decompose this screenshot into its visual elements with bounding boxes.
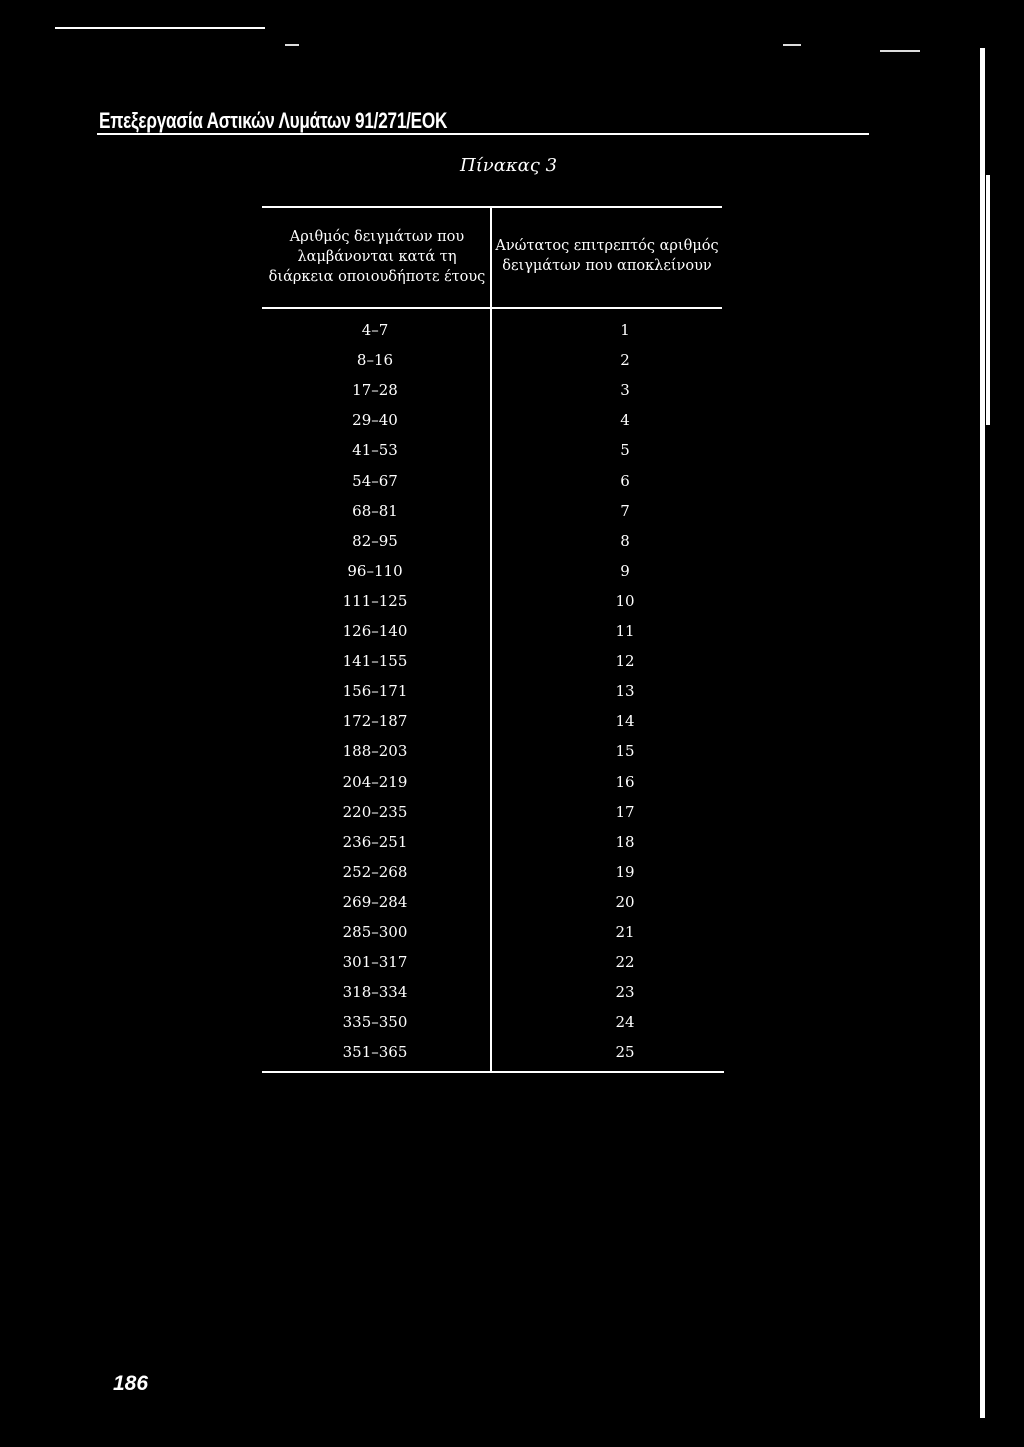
table-cell-samples-range: 269–284 bbox=[342, 893, 408, 911]
table-cell-max-failing: 8 bbox=[620, 532, 630, 550]
table-cell-max-failing: 23 bbox=[615, 983, 635, 1001]
table-cell-max-failing: 10 bbox=[615, 592, 635, 610]
scan-noise bbox=[285, 44, 299, 46]
table-cell-samples-range: 301–317 bbox=[342, 953, 408, 971]
table-cell-max-failing: 19 bbox=[615, 863, 635, 881]
table-cell-max-failing: 21 bbox=[615, 923, 635, 941]
table-cell-samples-range: 29–40 bbox=[352, 411, 398, 429]
table-cell-samples-range: 126–140 bbox=[342, 622, 408, 640]
table-cell-samples-range: 188–203 bbox=[342, 742, 408, 760]
table-cell-max-failing: 6 bbox=[620, 472, 630, 490]
column-header-max-failures: Ανώτατος επιτρεπτός αριθμός δειγμάτων που αποκλείνουν bbox=[495, 238, 719, 274]
table-cell-samples-range: 68–81 bbox=[352, 502, 398, 520]
table-cell-samples-range: 220–235 bbox=[342, 803, 408, 821]
table-cell-max-failing: 17 bbox=[615, 803, 635, 821]
table-cell-max-failing: 20 bbox=[615, 893, 635, 911]
table-cell-max-failing: 24 bbox=[615, 1013, 635, 1031]
table-cell-max-failing: 18 bbox=[615, 833, 635, 851]
table-column-divider bbox=[490, 208, 492, 307]
header-divider bbox=[97, 133, 869, 135]
column-header-samples: Αριθμός δειγμάτων που λαμβάνονται κατά τη διάρκεια οποιουδήποτε έτους bbox=[268, 229, 486, 285]
table-bottom-rule bbox=[262, 1071, 724, 1073]
table-cell-max-failing: 12 bbox=[615, 652, 635, 670]
table-cell-samples-range: 111–125 bbox=[342, 592, 408, 610]
table-cell-max-failing: 5 bbox=[620, 441, 630, 459]
table-column-divider bbox=[490, 309, 492, 1071]
table-cell-samples-range: 335–350 bbox=[342, 1013, 408, 1031]
page-header-title: Επεξεργασία Αστικών Λυμάτων 91/271/ΕΟΚ bbox=[99, 108, 448, 133]
table-cell-max-failing: 13 bbox=[615, 682, 635, 700]
table-cell-max-failing: 1 bbox=[620, 321, 630, 339]
table-cell-max-failing: 11 bbox=[615, 622, 635, 640]
table-cell-samples-range: 4–7 bbox=[361, 321, 389, 339]
table-cell-max-failing: 7 bbox=[620, 502, 630, 520]
table-cell-max-failing: 16 bbox=[615, 773, 635, 791]
scan-noise bbox=[880, 50, 920, 52]
table-cell-samples-range: 204–219 bbox=[342, 773, 408, 791]
table-cell-max-failing: 4 bbox=[620, 411, 630, 429]
table-cell-samples-range: 82–95 bbox=[352, 532, 398, 550]
table-cell-samples-range: 17–28 bbox=[352, 381, 398, 399]
table-cell-max-failing: 9 bbox=[620, 562, 630, 580]
table-cell-max-failing: 25 bbox=[615, 1043, 635, 1061]
table-cell-samples-range: 156–171 bbox=[342, 682, 408, 700]
scan-top-line bbox=[55, 27, 265, 29]
table-header-rule bbox=[262, 307, 722, 309]
table-cell-samples-range: 318–334 bbox=[342, 983, 408, 1001]
table-cell-samples-range: 172–187 bbox=[342, 712, 408, 730]
table-cell-samples-range: 236–251 bbox=[342, 833, 408, 851]
scan-edge-bar bbox=[986, 175, 990, 425]
table-cell-samples-range: 96–110 bbox=[347, 562, 403, 580]
table-cell-max-failing: 14 bbox=[615, 712, 635, 730]
table-cell-samples-range: 54–67 bbox=[352, 472, 398, 490]
table-caption: Πίνακας 3 bbox=[460, 155, 558, 176]
table-cell-max-failing: 15 bbox=[615, 742, 635, 760]
table-cell-samples-range: 351–365 bbox=[342, 1043, 408, 1061]
page-number: 186 bbox=[113, 1372, 149, 1395]
table-cell-max-failing: 2 bbox=[620, 351, 630, 369]
table-cell-samples-range: 8–16 bbox=[356, 351, 394, 369]
table-cell-max-failing: 3 bbox=[620, 381, 630, 399]
table-top-rule bbox=[262, 206, 722, 208]
table-cell-samples-range: 41–53 bbox=[352, 441, 398, 459]
table-cell-samples-range: 141–155 bbox=[342, 652, 408, 670]
table-cell-max-failing: 22 bbox=[615, 953, 635, 971]
table-cell-samples-range: 252–268 bbox=[342, 863, 408, 881]
table-cell-samples-range: 285–300 bbox=[342, 923, 408, 941]
scan-edge-bar bbox=[980, 48, 985, 1418]
scan-noise bbox=[783, 44, 801, 46]
